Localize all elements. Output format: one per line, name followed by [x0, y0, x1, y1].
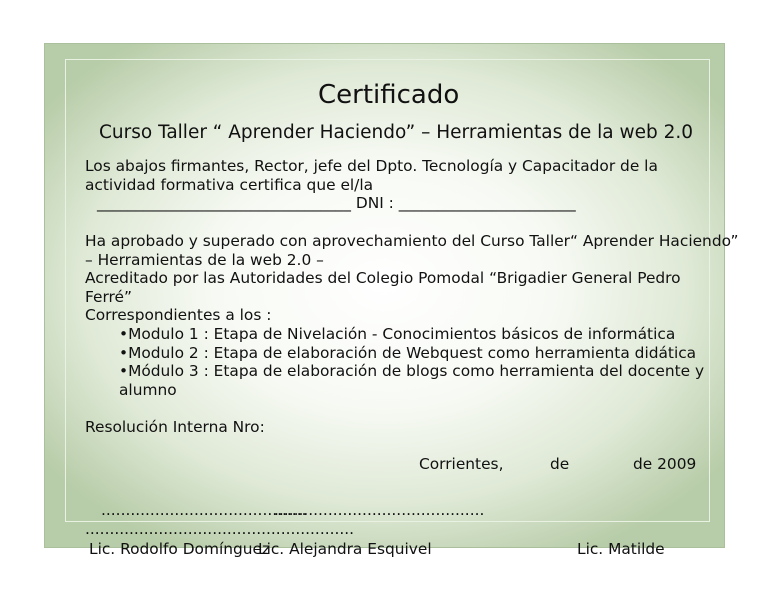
certificate-title: Certificado	[318, 80, 460, 110]
date-de-label: de	[550, 455, 570, 473]
course-subtitle: Curso Taller “ Aprender Haciendo” – Herramientas de la web 2.0	[99, 122, 694, 143]
module-2-item: •Modulo 2 : Etapa de elaboración de Webquest como herramienta didática	[119, 344, 697, 362]
module-3-item: •Módulo 3 : Etapa de elaboración de blogs como herramienta del docente y	[119, 362, 705, 380]
signer-3-name: Lic. Matilde	[577, 540, 665, 558]
signature-line-1: ..........................................	[101, 501, 307, 519]
body-line-3: Acreditado por las Autoridades del Colegio Pomodal “Brigadier General Pedro	[85, 269, 681, 287]
resolution-label: Resolución Interna Nro:	[85, 418, 265, 436]
signature-line-2: ...........................................	[274, 501, 485, 519]
signer-1-name: Lic. Rodolfo Domínguez	[89, 540, 271, 558]
body-line-1: Ha aprobado y superado con aprovechamiento del Curso Taller“ Aprender Haciendo”	[85, 232, 739, 250]
module-3-item-continued: alumno	[119, 381, 177, 399]
signature-line-3: .......................................................	[85, 520, 355, 538]
body-line-4: Ferré”	[85, 288, 132, 306]
body-line-5: Correspondientes a los :	[85, 306, 272, 324]
year-label: de 2009	[633, 455, 697, 473]
intro-line-1: Los abajos firmantes, Rector, jefe del Dpto. Tecnología y Capacitador de la	[85, 157, 658, 175]
body-line-2: – Herramientas de la web 2.0 –	[85, 251, 324, 269]
place-label: Corrientes,	[419, 455, 504, 473]
intro-line-2: actividad formativa certifica que el/la	[85, 176, 374, 194]
name-dni-line: _________________________________ DNI : _______________________	[97, 194, 576, 212]
signer-2-name: Lic. Alejandra Esquivel	[258, 540, 432, 558]
module-1-item: •Modulo 1 : Etapa de Nivelación - Conocimientos básicos de informática	[119, 325, 676, 343]
